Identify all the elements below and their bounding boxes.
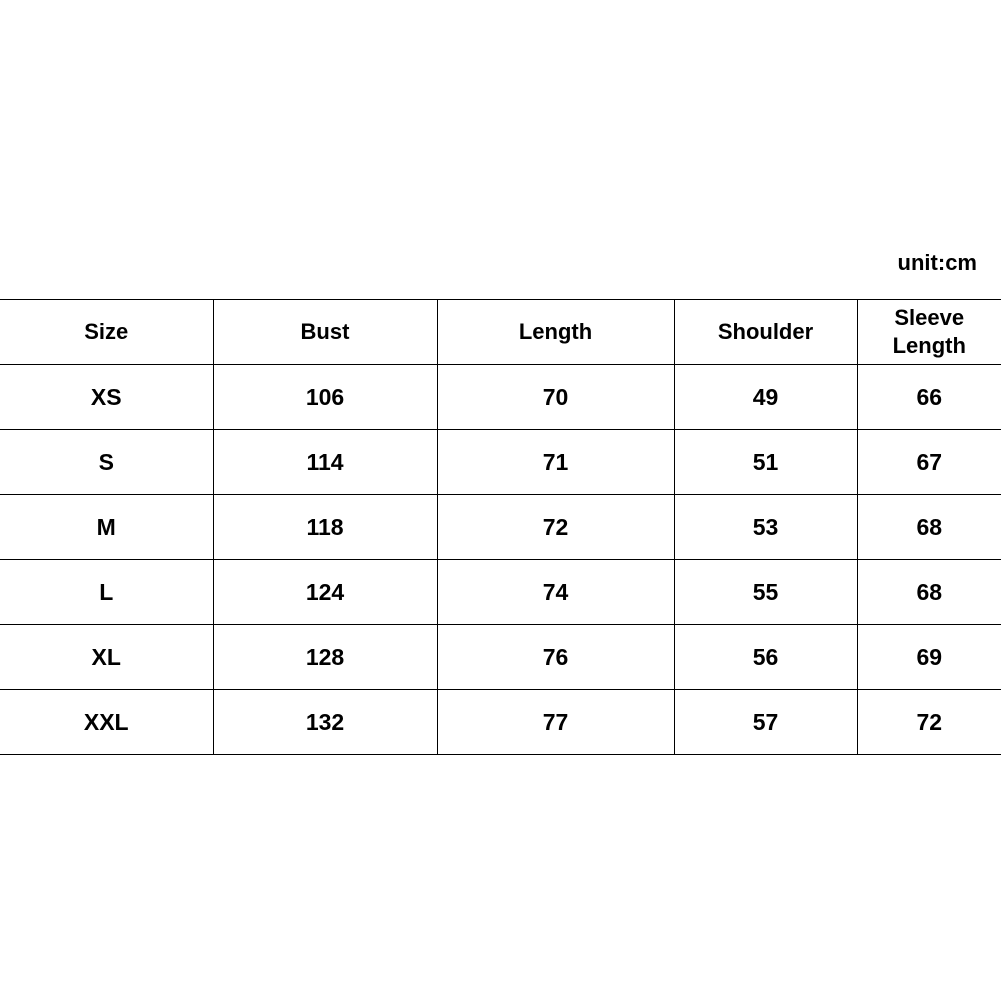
shoulder-cell: 57 <box>674 690 857 755</box>
table-row <box>0 430 1001 495</box>
bust-cell: 118 <box>213 495 437 560</box>
length-cell: 71 <box>437 430 674 495</box>
unit-label: unit:cm <box>897 250 977 275</box>
header-size: Size <box>0 300 213 365</box>
size-cell: M <box>0 495 213 560</box>
shoulder-cell: 56 <box>674 625 857 690</box>
shoulder-cell: 49 <box>674 365 857 430</box>
sleeve-length-cell: 67 <box>857 430 1001 495</box>
shoulder-cell: 55 <box>674 560 857 625</box>
size-cell: L <box>0 560 213 625</box>
size-cell: XXL <box>0 690 213 755</box>
sleeve-length-cell: 69 <box>857 625 1001 690</box>
table-row <box>0 365 1001 430</box>
sleeve-length-cell: 66 <box>857 365 1001 430</box>
shoulder-cell: 53 <box>674 495 857 560</box>
size-cell: XL <box>0 625 213 690</box>
bust-cell: 124 <box>213 560 437 625</box>
sleeve-length-cell: 72 <box>857 690 1001 755</box>
sleeve-length-cell: 68 <box>857 495 1001 560</box>
sleeve-length-cell: 68 <box>857 560 1001 625</box>
length-cell: 77 <box>437 690 674 755</box>
table-row <box>0 560 1001 625</box>
header-length: Length <box>437 300 674 365</box>
table-header-row <box>0 300 1001 365</box>
header-shoulder: Shoulder <box>674 300 857 365</box>
table-row <box>0 690 1001 755</box>
length-cell: 74 <box>437 560 674 625</box>
bust-cell: 106 <box>213 365 437 430</box>
length-cell: 70 <box>437 365 674 430</box>
length-cell: 72 <box>437 495 674 560</box>
header-bust: Bust <box>213 300 437 365</box>
bust-cell: 114 <box>213 430 437 495</box>
shoulder-cell: 51 <box>674 430 857 495</box>
bust-cell: 128 <box>213 625 437 690</box>
size-cell: XS <box>0 365 213 430</box>
size-chart-table <box>0 299 1001 755</box>
header-sleeve-length: Sleeve Length <box>857 300 1001 365</box>
bust-cell: 132 <box>213 690 437 755</box>
table-row <box>0 495 1001 560</box>
length-cell: 76 <box>437 625 674 690</box>
table-row <box>0 625 1001 690</box>
size-cell: S <box>0 430 213 495</box>
